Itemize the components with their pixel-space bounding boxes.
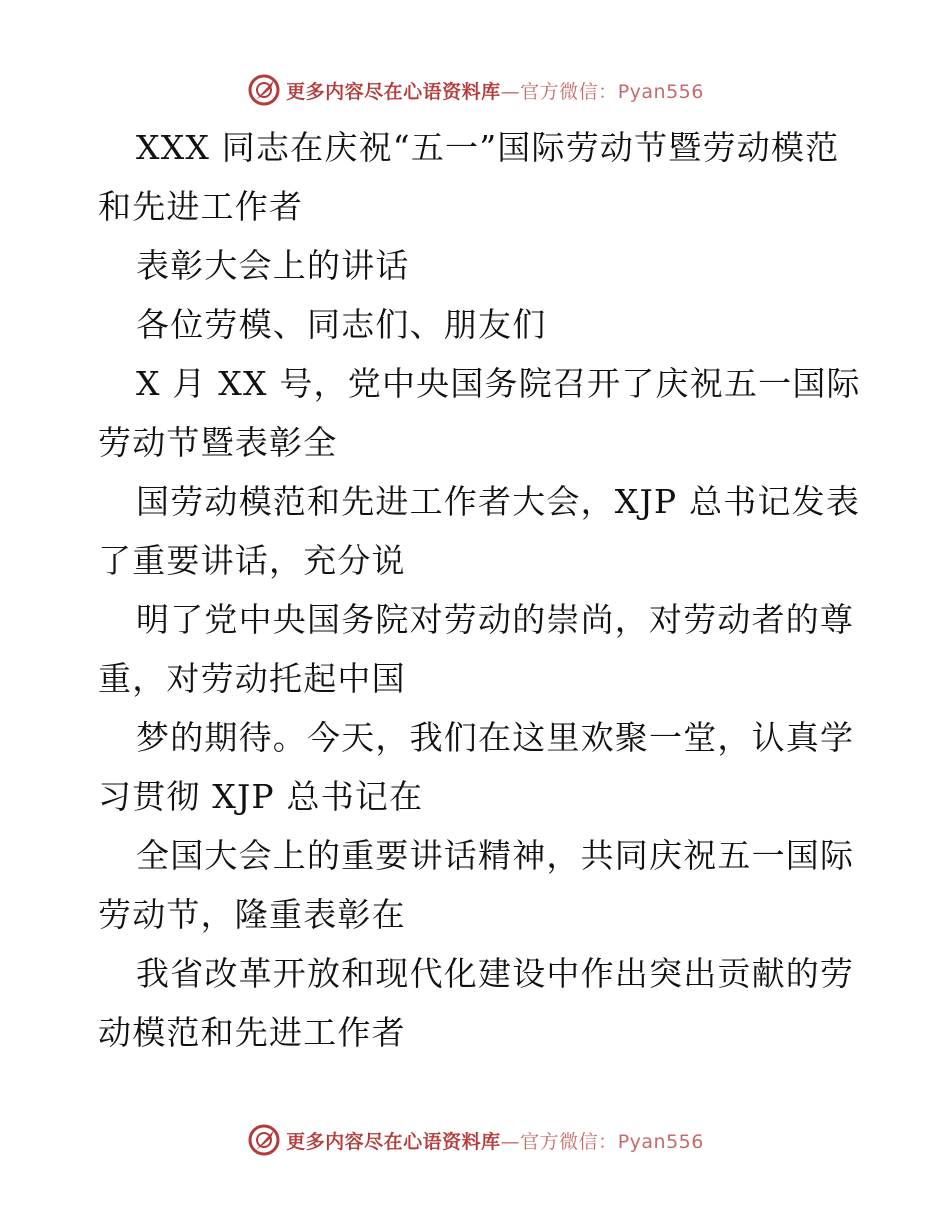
body-line: 表彰大会上的讲话 — [136, 246, 410, 285]
header-watermark — [0, 72, 950, 108]
footer-watermark — [0, 1122, 950, 1158]
body-line: 我省改革开放和现代化建设中作出突出贡献的劳 — [136, 954, 855, 993]
watermark-separator: —官方微信： — [500, 80, 618, 103]
body-line: XXX 同志在庆祝“五一”国际劳动节暨劳动模范 — [136, 128, 840, 167]
body-line: 和先进工作者 — [98, 187, 304, 226]
watermark-text — [286, 1127, 704, 1154]
body-line: 国劳动模范和先进工作者大会，XJP 总书记发表 — [136, 482, 861, 521]
body-line: 动模范和先进工作者 — [98, 1013, 406, 1052]
watermark-main: 更多内容尽在心语资料库 — [286, 1130, 501, 1153]
body-line: 劳动节，隆重表彰在 — [98, 895, 406, 934]
body-line: 明了党中央国务院对劳动的崇尚，对劳动者的尊 — [136, 600, 855, 639]
body-line: 习贯彻 XJP 总书记在 — [98, 777, 424, 816]
body-line: 梦的期待。今天，我们在这里欢聚一堂，认真学 — [136, 718, 855, 757]
body-line: 重，对劳动托起中国 — [98, 659, 406, 698]
watermark-main: 更多内容尽在心语资料库 — [286, 80, 501, 103]
quill-logo-icon — [246, 1122, 282, 1158]
body-line: 各位劳模、同志们、朋友们 — [136, 305, 547, 344]
document-body — [98, 118, 861, 1062]
body-line: X 月 XX 号，党中央国务院召开了庆祝五一国际 — [136, 364, 861, 403]
watermark-text — [286, 77, 704, 104]
body-line: 了重要讲话，充分说 — [98, 541, 406, 580]
watermark-id: Pyan556 — [617, 80, 704, 103]
quill-logo-icon — [246, 72, 282, 108]
watermark-id: Pyan556 — [617, 1130, 704, 1153]
body-line: 劳动节暨表彰全 — [98, 423, 338, 462]
watermark-separator: —官方微信： — [500, 1130, 618, 1153]
body-line: 全国大会上的重要讲话精神，共同庆祝五一国际 — [136, 836, 855, 875]
